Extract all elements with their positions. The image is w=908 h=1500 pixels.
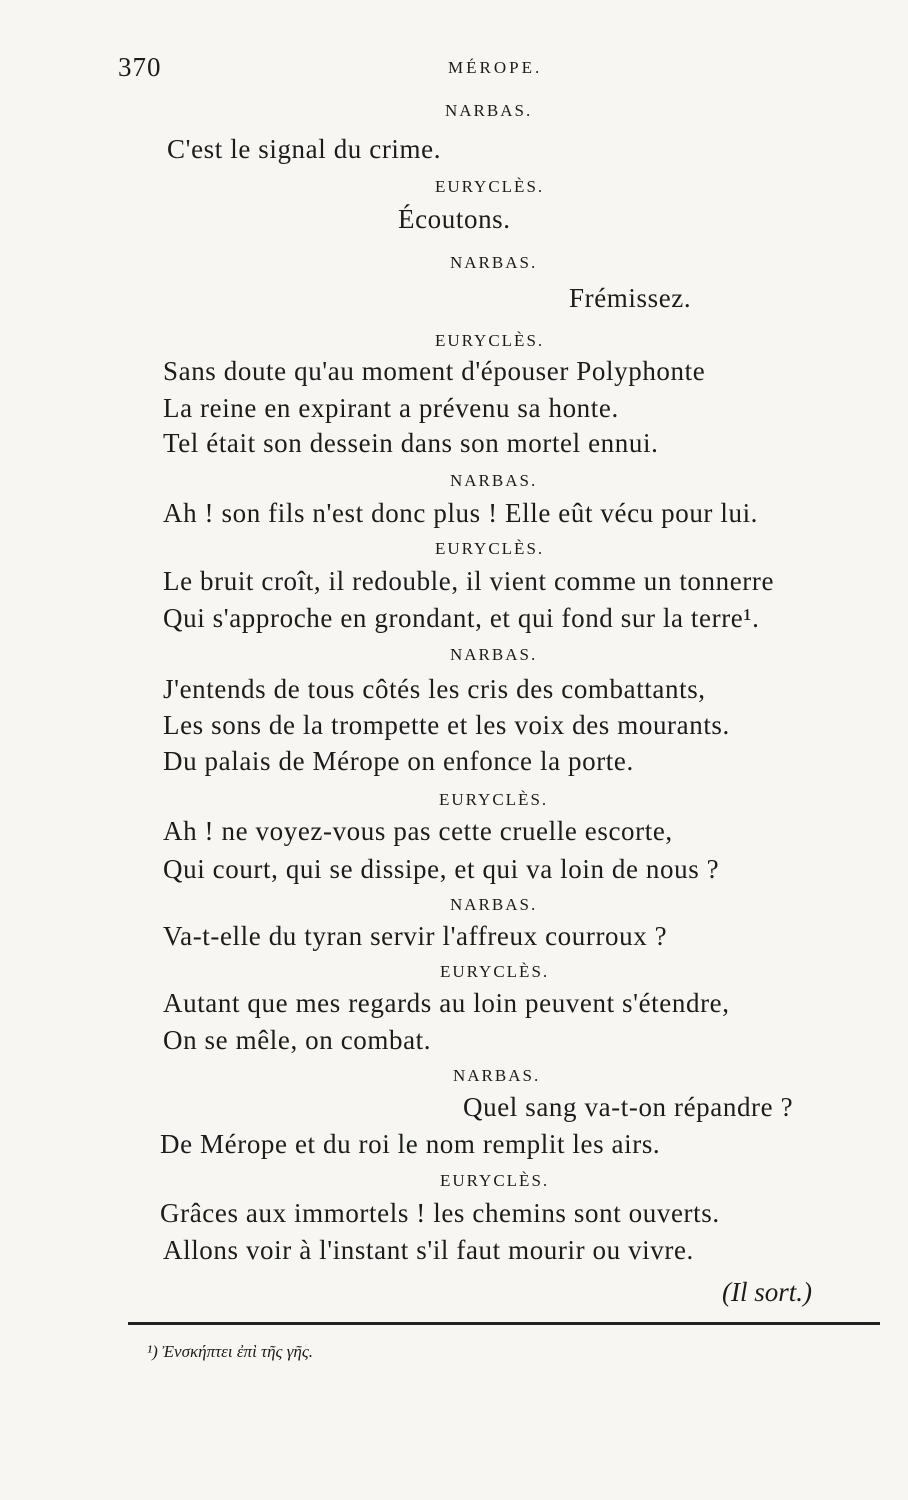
verse-line: Quel sang va-t-on répandre ? bbox=[463, 1092, 794, 1122]
page-number: 370 bbox=[118, 52, 162, 82]
verse-line: Le bruit croît, il redouble, il vient comme un tonnerre bbox=[163, 566, 775, 596]
verse-line: Sans doute qu'au moment d'épouser Polyphonte bbox=[163, 356, 706, 386]
speaker-label: NARBAS. bbox=[450, 895, 538, 914]
verse-line: Du palais de Mérope on enfonce la porte. bbox=[163, 746, 634, 776]
verse-line: C'est le signal du crime. bbox=[167, 134, 442, 164]
verse-line: Les sons de la trompette et les voix des mourants. bbox=[163, 710, 730, 740]
speaker-label: NARBAS. bbox=[450, 471, 538, 490]
speaker-label: EURYCLÈS. bbox=[440, 1171, 550, 1190]
speaker-label: NARBAS. bbox=[450, 253, 538, 272]
speaker-label: EURYCLÈS. bbox=[440, 962, 550, 981]
footnote: ¹) Ἐνσκήπτει ἐπὶ τῆς γῆς. bbox=[147, 1342, 313, 1361]
verse-line: Ah ! son fils n'est donc plus ! Elle eût vécu pour lui. bbox=[163, 498, 759, 528]
verse-line: Va-t-elle du tyran servir l'affreux courroux ? bbox=[163, 921, 668, 951]
verse-line: Écoutons. bbox=[398, 204, 511, 234]
running-title: MÉROPE. bbox=[448, 58, 543, 77]
verse-line: Frémissez. bbox=[569, 283, 692, 313]
speaker-label: EURYCLÈS. bbox=[439, 790, 549, 809]
verse-line: J'entends de tous côtés les cris des combattants, bbox=[163, 674, 706, 704]
speaker-label: NARBAS. bbox=[453, 1066, 541, 1085]
verse-line: Grâces aux immortels ! les chemins sont ouverts. bbox=[160, 1198, 720, 1228]
stage-direction: (Il sort.) bbox=[722, 1277, 812, 1307]
speaker-label: EURYCLÈS. bbox=[435, 331, 545, 350]
speaker-label: EURYCLÈS. bbox=[435, 177, 545, 196]
verse-line: Allons voir à l'instant s'il faut mourir ou vivre. bbox=[163, 1235, 694, 1265]
speaker-label: NARBAS. bbox=[445, 101, 533, 120]
footnote-divider bbox=[128, 1322, 880, 1325]
verse-line: Ah ! ne voyez-vous pas cette cruelle escorte, bbox=[163, 816, 673, 846]
verse-line: De Mérope et du roi le nom remplit les airs. bbox=[160, 1129, 661, 1159]
speaker-label: EURYCLÈS. bbox=[435, 539, 545, 558]
verse-line: La reine en expirant a prévenu sa honte. bbox=[163, 393, 619, 423]
verse-line: Qui s'approche en grondant, et qui fond sur la terre¹. bbox=[163, 603, 760, 633]
verse-line: Qui court, qui se dissipe, et qui va loin de nous ? bbox=[163, 854, 720, 884]
speaker-label: NARBAS. bbox=[450, 645, 538, 664]
verse-line: Autant que mes regards au loin peuvent s'étendre, bbox=[163, 988, 730, 1018]
verse-line: On se mêle, on combat. bbox=[163, 1025, 432, 1055]
verse-line: Tel était son dessein dans son mortel ennui. bbox=[163, 428, 659, 458]
